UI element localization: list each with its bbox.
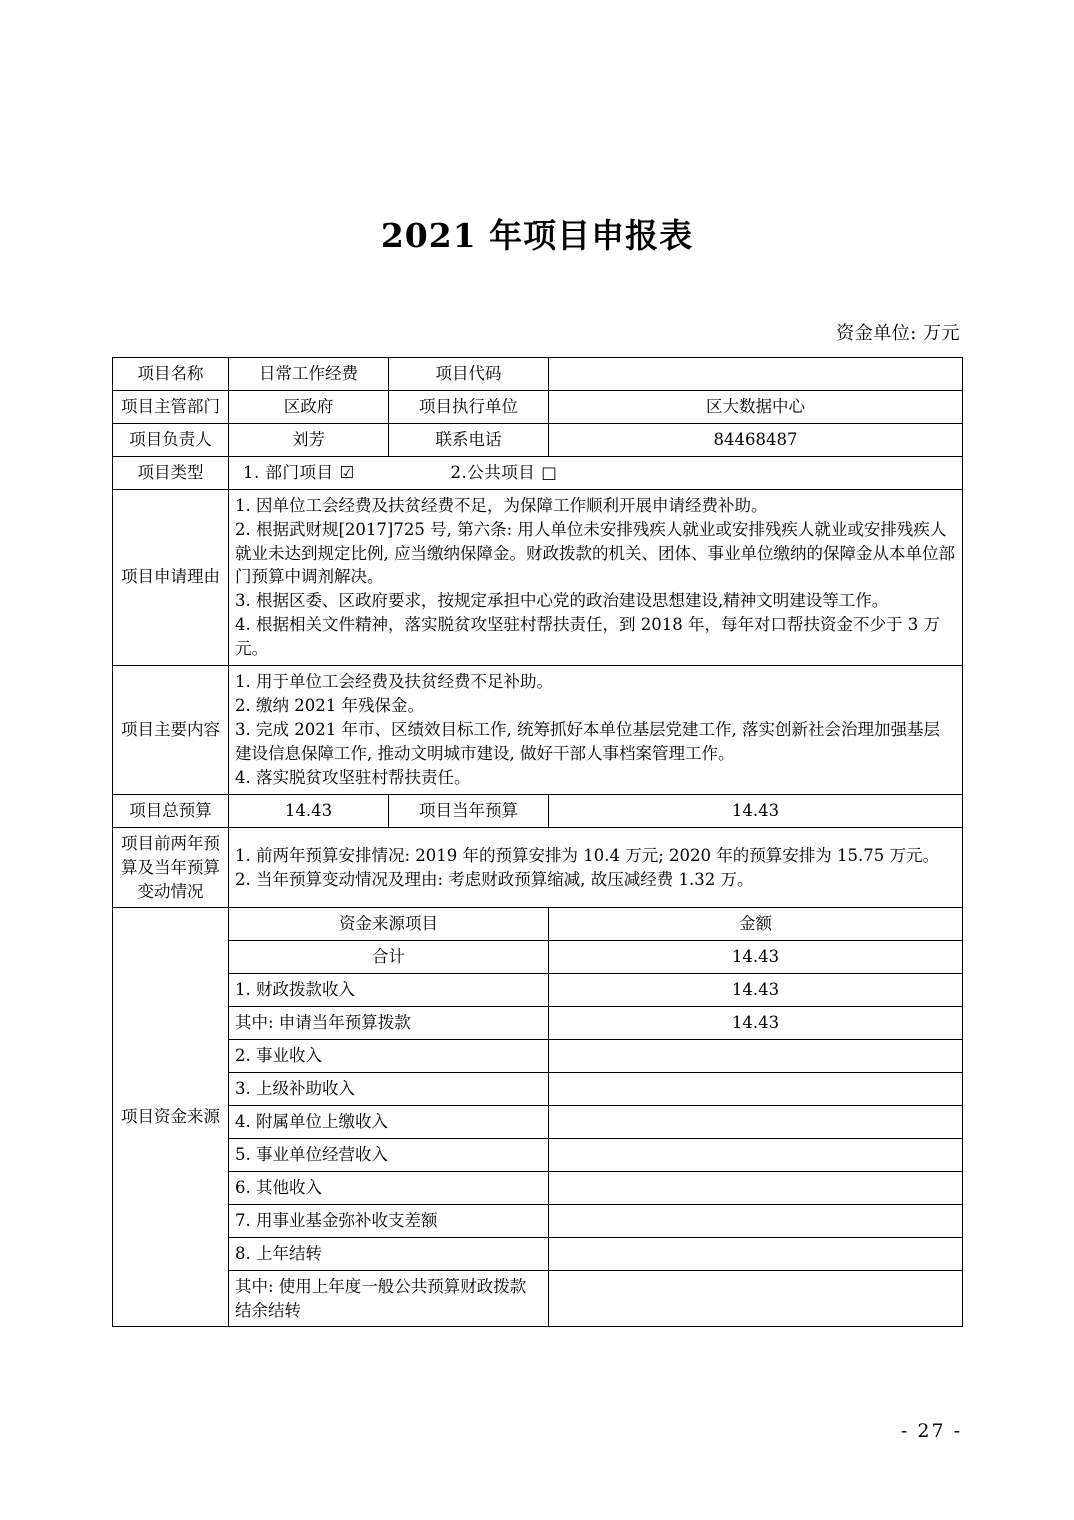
table-row — [113, 1138, 963, 1171]
funding-item-label: 2. 事业收入 — [229, 1040, 549, 1073]
content-line-3: 3. 完成 2021 年市、区绩效目标工作, 统筹抓好本单位基层党建工作, 落实创新社会治理加强基层建设信息保障工作, 推动文明城市建设, 做好干部人事档案管理工作。 — [235, 719, 940, 763]
table-row — [113, 974, 963, 1007]
table-row — [113, 1073, 963, 1106]
label-project-owner: 项目负责人 — [113, 423, 229, 456]
funding-item-amount[interactable] — [549, 1204, 963, 1237]
funding-item-label: 1. 财政拨款收入 — [229, 974, 549, 1007]
form-row-content — [113, 666, 963, 795]
label-project-code: 项目代码 — [389, 358, 549, 391]
project-type-option-department[interactable] — [243, 463, 361, 482]
funding-item-amount[interactable]: 14.43 — [549, 1007, 963, 1040]
form-row-history — [113, 827, 963, 908]
table-row — [113, 1040, 963, 1073]
table-row — [113, 1007, 963, 1040]
project-type-option-public[interactable] — [451, 463, 558, 482]
form-row-project-type — [113, 456, 963, 489]
value-current-year-budget[interactable]: 14.43 — [549, 794, 963, 827]
label-project-name: 项目名称 — [113, 358, 229, 391]
table-row — [113, 1171, 963, 1204]
value-main-content[interactable] — [229, 666, 963, 795]
value-budget-history[interactable] — [229, 827, 963, 908]
table-row — [113, 1270, 963, 1327]
project-application-form — [112, 357, 963, 1327]
table-row — [113, 1105, 963, 1138]
history-line-1: 1. 前两年预算安排情况: 2019 年的预算安排为 10.4 万元; 2020 年的预算安排为 15.75 万元。 — [235, 845, 940, 865]
funding-item-amount[interactable] — [549, 1270, 963, 1327]
form-row-reason — [113, 489, 963, 665]
funding-header-row — [113, 908, 963, 941]
funding-item-label: 4. 附属单位上缴收入 — [229, 1105, 549, 1138]
funding-item-label: 6. 其他收入 — [229, 1171, 549, 1204]
value-executing-unit[interactable]: 区大数据中心 — [549, 390, 963, 423]
value-contact-phone[interactable]: 84468487 — [549, 423, 963, 456]
value-application-reason[interactable] — [229, 489, 963, 665]
value-supervising-department[interactable]: 区政府 — [229, 390, 389, 423]
table-row — [113, 1237, 963, 1270]
funding-item-amount[interactable] — [549, 1138, 963, 1171]
reason-line-2: 2. 根据武财规[2017]725 号, 第六条: 用人单位未安排残疾人就业或安排残疾人就业或安排残疾人就业未达到规定比例, 应当缴纳保障金。财政拨款的机关、团体、事业单位缴纳的保障金从本单位部门预算中调剂解决。 — [235, 519, 955, 587]
content-line-4: 4. 落实脱贫攻坚驻村帮扶责任。 — [235, 767, 471, 787]
funding-item-label: 3. 上级补助收入 — [229, 1073, 549, 1106]
funding-item-amount[interactable] — [549, 1237, 963, 1270]
label-executing-unit: 项目执行单位 — [389, 390, 549, 423]
page-title: 2021 年项目申报表 — [380, 216, 694, 255]
funding-item-amount[interactable] — [549, 1073, 963, 1106]
funding-item-label: 其中: 使用上年度一般公共预算财政拨款结余结转 — [229, 1270, 549, 1327]
value-project-name[interactable]: 日常工作经费 — [229, 358, 389, 391]
page-number: - 27 - — [900, 1420, 962, 1442]
funding-item-label: 7. 用事业基金弥补收支差额 — [229, 1204, 549, 1237]
history-line-2: 2. 当年预算变动情况及理由: 考虑财政预算缩减, 故压减经费 1.32 万。 — [235, 869, 754, 889]
checkbox-checked-icon[interactable]: ☑ — [339, 462, 355, 482]
label-budget-history: 项目前两年预算及当年预算变动情况 — [113, 827, 229, 908]
label-application-reason: 项目申请理由 — [113, 489, 229, 665]
form-row-department — [113, 390, 963, 423]
value-project-owner[interactable]: 刘芳 — [229, 423, 389, 456]
content-line-2: 2. 缴纳 2021 年残保金。 — [235, 696, 424, 716]
table-row — [113, 1204, 963, 1237]
project-type-options — [229, 456, 963, 489]
funding-column-header-item: 资金来源项目 — [229, 908, 549, 941]
label-funding-source: 项目资金来源 — [113, 908, 229, 1327]
label-main-content: 项目主要内容 — [113, 666, 229, 795]
funding-item-label: 8. 上年结转 — [229, 1237, 549, 1270]
label-current-year-budget: 项目当年预算 — [389, 794, 549, 827]
currency-unit-note: 资金单位: 万元 — [836, 323, 960, 344]
content-line-1: 1. 用于单位工会经费及扶贫经费不足补助。 — [235, 672, 553, 692]
label-contact-phone: 联系电话 — [389, 423, 549, 456]
funding-column-header-amount: 金额 — [549, 908, 963, 941]
form-row-project-name — [113, 358, 963, 391]
funding-item-amount[interactable]: 14.43 — [549, 974, 963, 1007]
project-type-option-department-label: 1. 部门项目 — [243, 462, 334, 482]
funding-item-label: 其中: 申请当年预算拨款 — [229, 1007, 549, 1040]
value-project-code[interactable] — [549, 358, 963, 391]
funding-item-amount[interactable] — [549, 1105, 963, 1138]
label-total-budget: 项目总预算 — [113, 794, 229, 827]
project-type-option-public-label: 2.公共项目 — [450, 462, 536, 482]
value-total-budget[interactable]: 14.43 — [229, 794, 389, 827]
reason-line-1: 1. 因单位工会经费及扶贫经费不足，为保障工作顺利开展申请经费补助。 — [235, 495, 768, 515]
reason-line-4: 4. 根据相关文件精神，落实脱贫攻坚驻村帮扶责任，到 2018 年，每年对口帮扶资金不少于 3 万元。 — [235, 615, 940, 659]
form-row-owner — [113, 423, 963, 456]
label-project-type: 项目类型 — [113, 456, 229, 489]
reason-line-3: 3. 根据区委、区政府要求，按规定承担中心党的政治建设思想建设,精神文明建设等工作。 — [235, 591, 889, 611]
label-supervising-department: 项目主管部门 — [113, 390, 229, 423]
funding-item-amount[interactable] — [549, 1040, 963, 1073]
funding-item-amount[interactable] — [549, 1171, 963, 1204]
form-row-budget — [113, 794, 963, 827]
checkbox-empty-icon[interactable]: □ — [541, 462, 558, 482]
table-row — [113, 941, 963, 974]
funding-item-label: 合计 — [229, 941, 549, 974]
funding-item-label: 5. 事业单位经营收入 — [229, 1138, 549, 1171]
funding-item-amount[interactable]: 14.43 — [549, 941, 963, 974]
